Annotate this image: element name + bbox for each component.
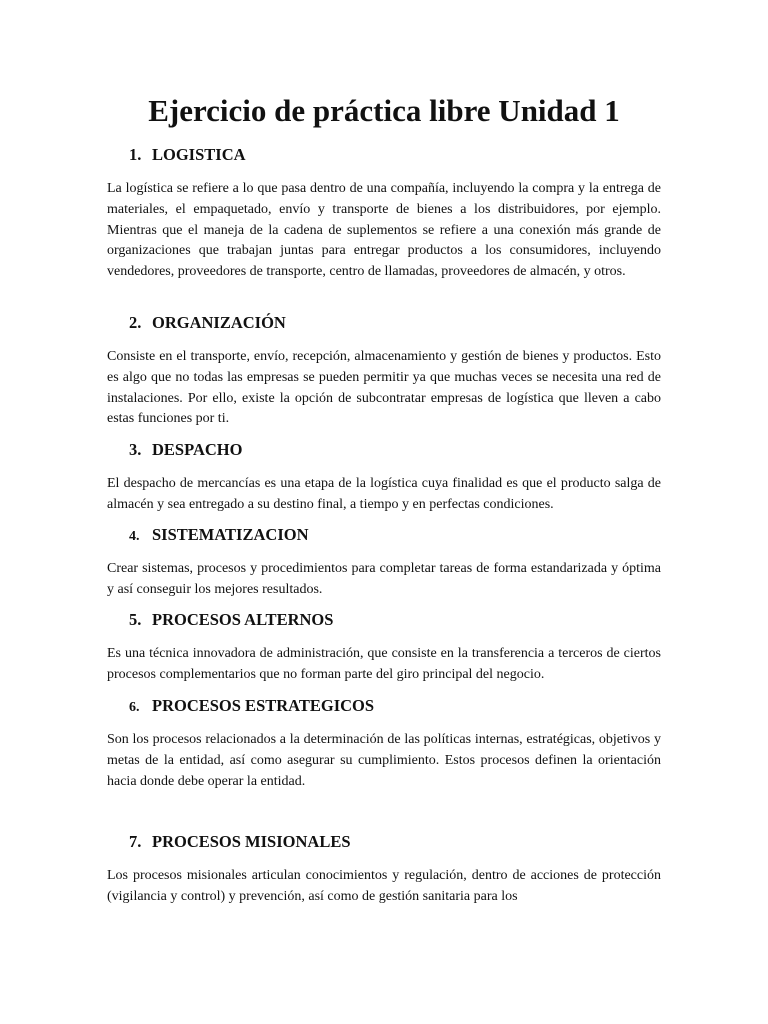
section-heading <box>107 696 661 716</box>
section-heading-label: DESPACHO <box>152 440 243 459</box>
section-procesos-alternos <box>107 610 661 686</box>
section-heading <box>107 832 661 852</box>
section-number: 6. <box>129 700 140 715</box>
section-heading-label: PROCESOS MISIONALES <box>152 832 351 851</box>
section-heading <box>107 145 661 165</box>
section-heading <box>107 440 661 460</box>
section-heading-label: SISTEMATIZACION <box>152 525 309 544</box>
section-number: 2. <box>129 313 142 332</box>
section-number: 1. <box>129 145 142 164</box>
section-paragraph: Son los procesos relacionados a la determinación de las políticas internas, estratégicas, objetivos y metas de la entidad, así como asegurar su cumplimiento. Estos procesos definen la orientación hacia donde debe operar la entidad. <box>107 732 661 789</box>
section-heading <box>107 610 661 630</box>
section-paragraph: Los procesos misionales articulan conocimientos y regulación, dentro de acciones de protección (vigilancia y control) y prevención, así como de gestión sanitaria para los <box>107 868 661 904</box>
section-paragraph: La logística se refiere a lo que pasa dentro de una compañía, incluyendo la compra y la entrega de materiales, el empaquetado, envío y transporte de bienes a los distribuidores, por ejemplo. Mientras que el maneja de la cadena de suplementos se refiere a una conexión más grande de organizaciones que trabajan juntas para entregar productos a los consumidores, incluyendo vendedores, proveedores de transporte, centro de llamadas, proveedores de almacén, y otros. <box>107 181 661 280</box>
section-number: 5. <box>129 610 142 629</box>
section-number: 7. <box>129 832 142 851</box>
section-logistica <box>107 145 661 283</box>
section-procesos-misionales <box>107 832 661 908</box>
section-number: 4. <box>129 529 140 544</box>
section-procesos-estrategicos <box>107 696 661 792</box>
section-heading-label: PROCESOS ALTERNOS <box>152 610 334 629</box>
section-organizacion <box>107 313 661 430</box>
section-heading-label: PROCESOS ESTRATEGICOS <box>152 696 375 715</box>
section-heading <box>107 525 661 545</box>
document-title: Ejercicio de práctica libre Unidad 1 <box>148 93 620 128</box>
section-paragraph: Es una técnica innovadora de administración, que consiste en la transferencia a terceros de ciertos procesos complementarios que no forman parte del giro principal del negocio. <box>107 646 661 682</box>
section-paragraph: El despacho de mercancías es una etapa de la logística cuya finalidad es que el producto salga de almacén y sea entregado a su destino final, a tiempo y en perfectas condiciones. <box>107 476 661 512</box>
section-paragraph: Crear sistemas, procesos y procedimientos para completar tareas de forma estandarizada y óptima y así conseguir los mejores resultados. <box>107 561 661 597</box>
section-paragraph: Consiste en el transporte, envío, recepción, almacenamiento y gestión de bienes y productos. Esto es algo que no todas las empresas se pueden permitir ya que muchas veces se necesita una red de instalaciones. Por ello, existe la opción de subcontratar empresas de logística que lleven a cabo estas funciones por ti. <box>107 349 661 427</box>
section-heading-label: LOGISTICA <box>152 145 246 164</box>
section-despacho <box>107 440 661 516</box>
section-heading <box>107 313 661 333</box>
section-sistematizacion <box>107 525 661 601</box>
section-number: 3. <box>129 440 142 459</box>
section-heading-label: ORGANIZACIÓN <box>152 313 286 332</box>
